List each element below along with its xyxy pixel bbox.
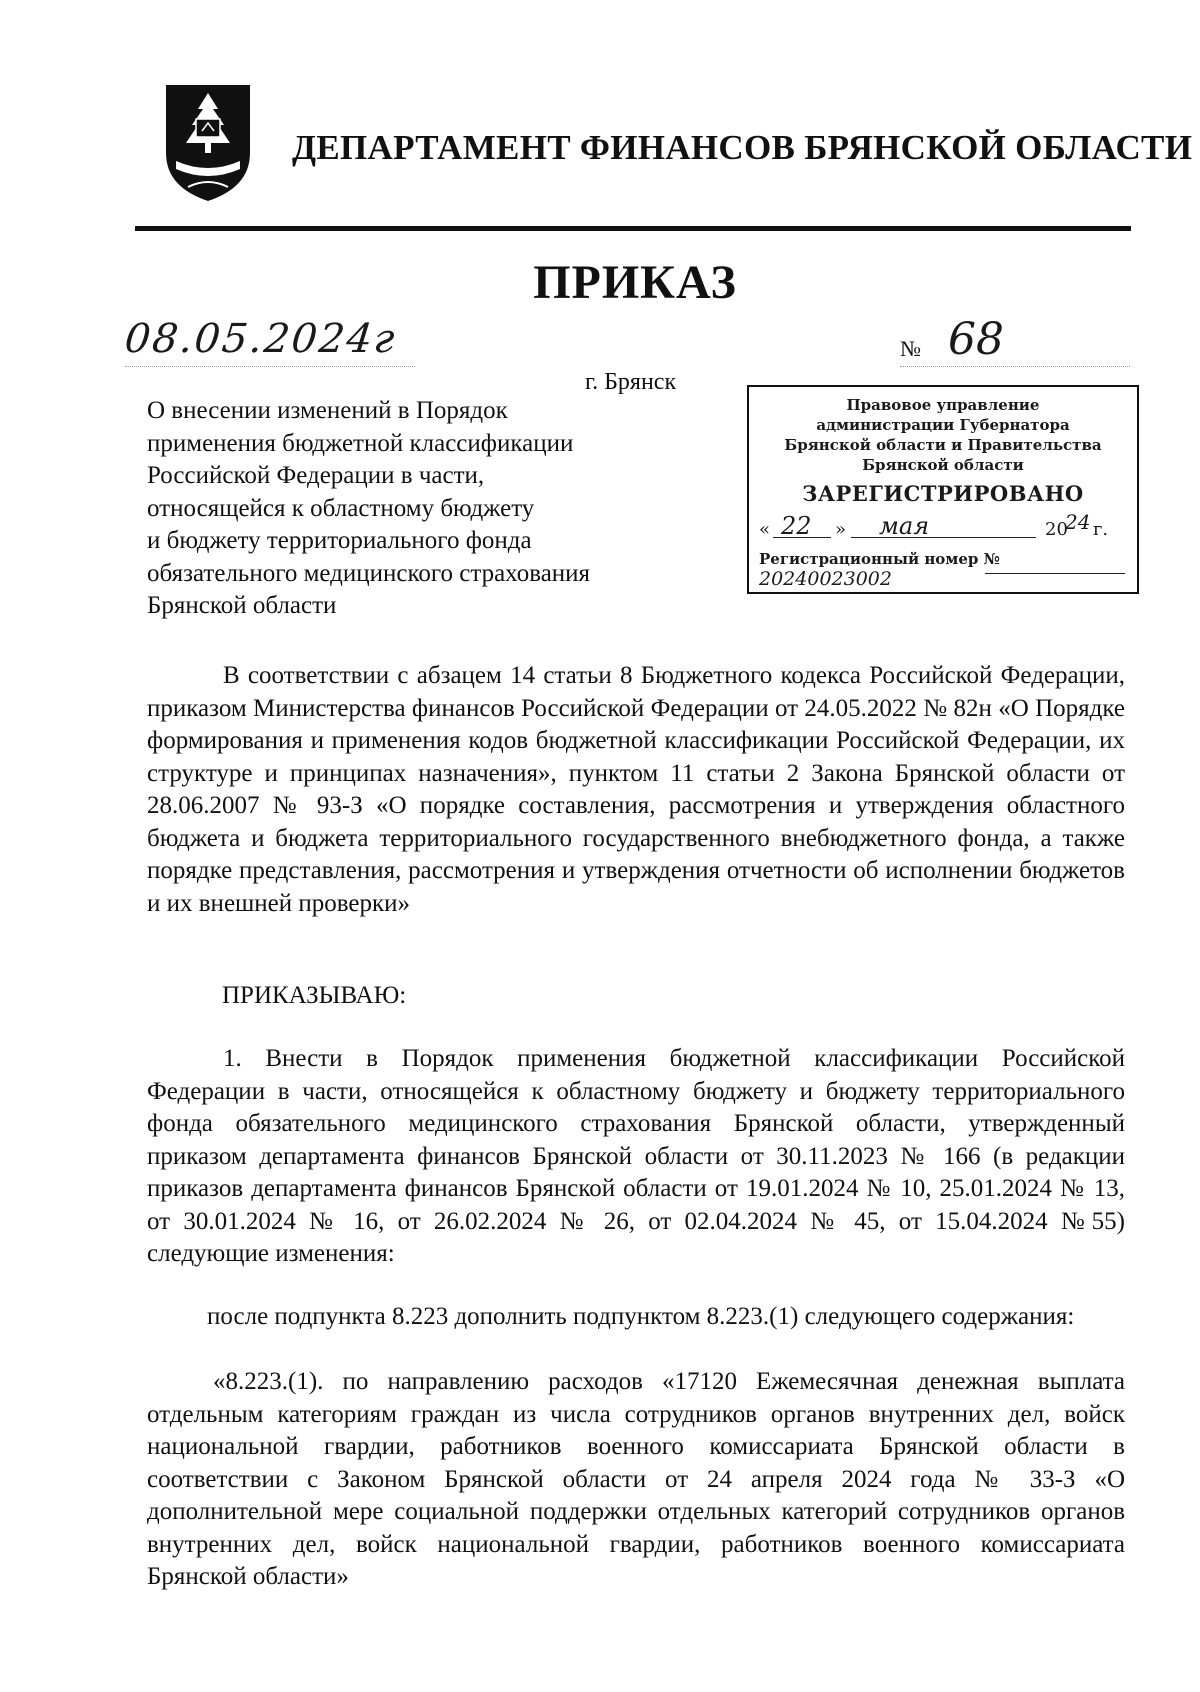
subject-line: и бюджету территориального фонда	[147, 527, 532, 554]
basis-paragraph	[147, 660, 1125, 920]
item-1-paragraph	[147, 1043, 1125, 1271]
after-subitem-paragraph	[147, 1301, 1125, 1334]
stamp-year-prefix: 20	[1045, 519, 1068, 540]
after-subitem-text: после подпункта 8.223 дополнить подпунктом 8.223.(1) следующего содержания:	[207, 1303, 1075, 1330]
order-number-handwritten: 68	[948, 314, 1004, 365]
subject-line: относящейся к областному бюджету	[147, 494, 535, 522]
order-date-handwritten: 08.05.2024г	[122, 316, 399, 362]
stamp-status: ЗАРЕГИСТРИРОВАНО	[802, 481, 1084, 506]
subject-line: Брянской области	[147, 592, 337, 619]
city: г. Брянск	[585, 369, 677, 395]
coat-of-arms-icon	[158, 75, 258, 205]
item-1-text: 1. Внести в Порядок применения бюджетной классификации Российской Федерации в части, относящейся к областному бюджету и бюджету территориального фонда обязательного медицинского страхования Брянской области, утвержденный приказом департамента финансов Брянской области от 30.11.2023 № 166 (в редакции приказов департамента финансов Брянской области от 19.01.2024 № 10, 25.01.2024 № 13, от 30.01.2024 № 16, от 26.02.2024 № 26, от 02.04.2024 № 45, от 15.04.2024 №55) следующие изменения:	[147, 1045, 1125, 1267]
stamp-org-line: Правовое управление	[846, 396, 1040, 414]
stamp-registration-line	[759, 550, 1129, 590]
subject-line: обязательного медицинского страхования	[147, 559, 591, 587]
stamp-day-handwritten: 22	[781, 512, 812, 540]
stamp-year-handwritten: 24	[1065, 510, 1091, 534]
stamp-reg-label: Регистрационный номер №	[759, 550, 1000, 568]
subject-line: применения бюджетной классификации	[147, 429, 574, 457]
subject-line: О внесении изменений в Порядок	[147, 397, 508, 424]
stamp-month-handwritten: мая	[879, 512, 930, 540]
stamp-org-line: администрации Губернатора	[816, 416, 1070, 434]
quoted-subitem-paragraph	[147, 1366, 1125, 1594]
registration-stamp	[747, 385, 1139, 594]
stamp-date-line	[759, 512, 1129, 542]
stamp-org-line: Брянской области и Правительства	[784, 436, 1102, 454]
stamp-year-suffix: г.	[1093, 519, 1109, 540]
quoted-subitem-text: «8.223.(1). по направлению расходов «17120 Ежемесячная денежная выплата отдельным категориям граждан из числа сотрудников органов внутренних дел, войск национальной гвардии, работников военного комиссариата Брянской области в соответствии с Законом Брянской области от 24 апреля 2024 года № 33-З «О дополнительной мере социальной поддержки отдельных категорий сотрудников органов внутренних дел, войск национальной гвардии, работников военного комиссариата Брянской области»	[147, 1368, 1125, 1590]
order-number-label: №	[900, 336, 921, 361]
stamp-reg-number-handwritten: 20240023002	[759, 568, 892, 590]
order-word: ПРИКАЗЫВАЮ:	[222, 982, 407, 1009]
stamp-org-line: Брянской области	[862, 456, 1024, 474]
stamp-quote-close: »	[835, 519, 847, 540]
basis-text: В соответствии с абзацем 14 статьи 8 Бюджетного кодекса Российской Федерации, приказом Министерства финансов Российской Федерации от 24.05.2022 № 82н «О Порядке формирования и применения кодов бюджетной классификации Российской Федерации, их структуре и принципах назначения», пунктом 11 статьи 2 Закона Брянской области от 28.06.2007 № 93-З «О порядке составления, рассмотрения и утверждения областного бюджета и бюджета территориального государственного внебюджетного фонда, а также порядке представления, рассмотрения и утверждения отчетности об исполнении бюджетов и их внешней проверки»	[147, 662, 1125, 917]
number-underline	[900, 366, 1130, 367]
department-title: ДЕПАРТАМЕНТ ФИНАНСОВ БРЯНСКОЙ ОБЛАСТИ	[292, 128, 1193, 167]
subject-line: Российской Федерации в части,	[147, 462, 485, 489]
header-divider	[135, 226, 1131, 231]
document-kind-title: ПРИКАЗ	[533, 256, 737, 309]
stamp-organization	[749, 395, 1137, 475]
order-subject	[147, 395, 707, 623]
stamp-quote-open: «	[759, 519, 771, 540]
date-underline	[125, 366, 415, 367]
